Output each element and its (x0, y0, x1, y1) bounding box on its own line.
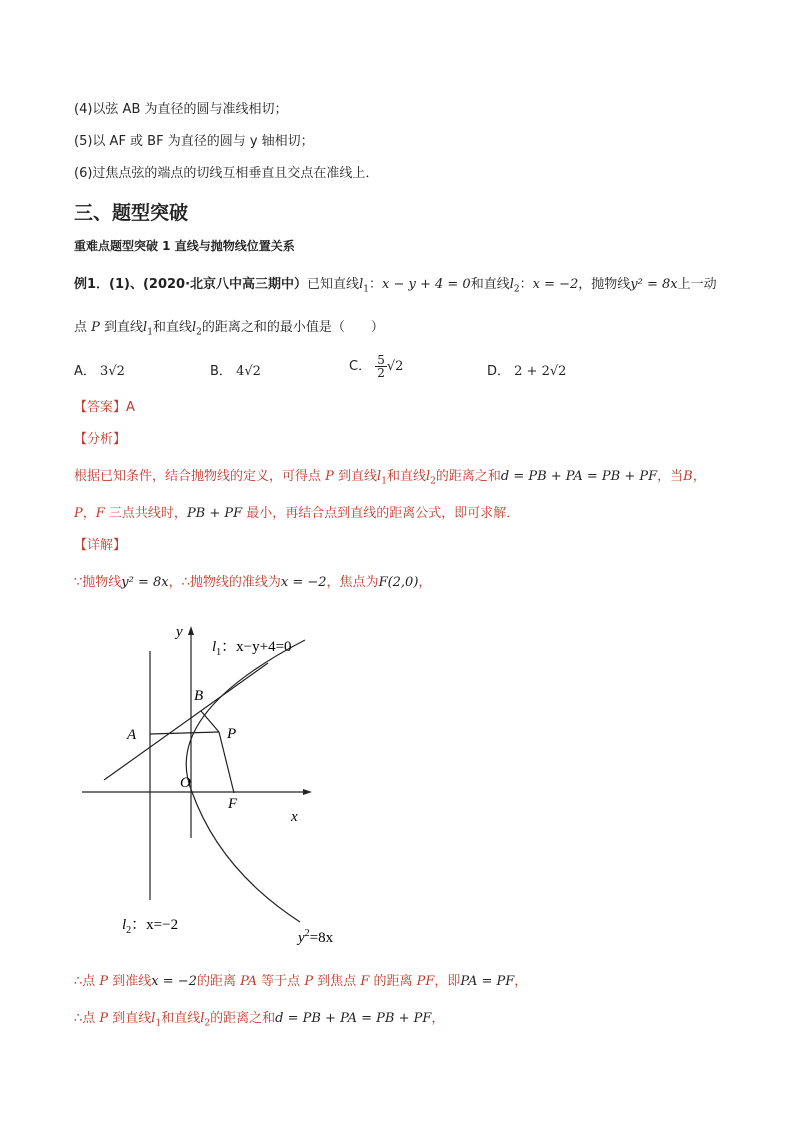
conclusion-text: ， (514, 974, 528, 989)
colon: ： (519, 277, 533, 292)
analysis-label: 【分析】 (74, 432, 127, 447)
example-line-1 (74, 275, 717, 300)
segment-bp (201, 711, 219, 732)
conclusion-text: ∴点 (74, 974, 100, 989)
analysis-line-2 (74, 504, 519, 524)
conclusion-line-1 (74, 972, 527, 992)
l2-equation: x = −2 (532, 277, 579, 292)
option-a-label: A． (74, 364, 96, 379)
detail-text: ， (418, 575, 432, 590)
example-text: 上一动 (677, 277, 717, 292)
pa-equals-pf: PA = PF (460, 974, 515, 989)
point-p: P (91, 320, 100, 335)
origin-label: O (180, 775, 191, 791)
option-b-value: 4√2 (236, 364, 261, 379)
distance-equation: d = PB + PA = PB + PF (275, 1011, 432, 1026)
fraction-numerator: 5 (377, 353, 385, 367)
l2-symbol: l (200, 1011, 205, 1026)
l2-sub: 2 (513, 284, 520, 295)
option-a-value: 3√2 (100, 364, 125, 379)
l1-symbol: l (359, 277, 364, 292)
directrix-equation: x = −2 (280, 575, 327, 590)
example-text: ，抛物线 (578, 277, 631, 292)
property-5: (5)以 AF 或 BF 为直径的圆与 y 轴相切； (74, 134, 314, 149)
conclusion-text: 到焦点 (313, 974, 361, 989)
point-f: F (360, 974, 370, 989)
detail-label: 【详解】 (74, 538, 127, 553)
analysis-text: 和直线 (386, 469, 426, 484)
parabola-label: $y^2=8x$ (298, 928, 334, 946)
fraction-denominator: 2 (377, 366, 385, 380)
option-d-label: D． (487, 364, 511, 379)
colon: ： (368, 277, 382, 292)
analysis-line-1 (74, 467, 706, 492)
x-axis-label: x (291, 809, 298, 825)
analysis-text: 到直线 (333, 469, 378, 484)
point-b-label: B (194, 688, 204, 704)
l2-label: $l_2$：x=−2 (122, 917, 179, 936)
l1-sub: 1 (381, 476, 387, 487)
l2-symbol: l (191, 320, 197, 335)
l1-sub: 1 (363, 284, 369, 295)
option-c-label: C． (349, 359, 372, 374)
option-b-label: B． (210, 364, 232, 379)
option-c-fraction (375, 354, 387, 379)
parabola-curve (186, 640, 305, 922)
parabola-equation: y² = 8x (121, 575, 169, 590)
point-p: P (99, 974, 109, 989)
example-text: 点 (74, 320, 92, 335)
option-c-radical: √2 (386, 359, 404, 374)
point-p-label: P (227, 726, 237, 742)
analysis-text: 最小，再结合点到直线的距离公式，即可求解． (242, 506, 520, 521)
segment-ap (150, 732, 219, 734)
answer-line (74, 398, 135, 418)
example-text: 和直线 (470, 277, 510, 292)
analysis-text: ， (82, 506, 96, 521)
example-prefix: 例1．(1)、(2020·北京八中高三期中） (74, 277, 308, 292)
focus-point: F(2,0) (378, 575, 419, 590)
option-d[interactable] (487, 360, 566, 379)
example-text: 已知直线 (307, 277, 360, 292)
option-b[interactable] (210, 360, 261, 379)
analysis-text: ，当 (657, 469, 684, 484)
conclusion-text: ，即 (434, 974, 461, 989)
conclusion-text: ， (431, 1011, 445, 1026)
answer-value: A (126, 400, 135, 415)
point-p: P (325, 469, 334, 484)
sum-expression: PB + PF (186, 506, 243, 521)
parabola-equation: y² = 8x (630, 277, 678, 292)
conclusion-text: 的距离 (196, 974, 241, 989)
detail-text: ，∴抛物线的准线为 (168, 575, 281, 590)
property-6: (6)过焦点弦的端点的切线互相垂直且交点在准线上． (74, 166, 379, 181)
l1-label: $l_1$：x−y+4=0 (212, 639, 292, 658)
example-text: 到直线 (99, 320, 144, 335)
detail-line (74, 573, 431, 593)
y-axis-label: y (176, 624, 183, 640)
l1-symbol: l (143, 320, 148, 335)
l1-equation: x − y + 4 = 0 (381, 277, 471, 292)
l1-symbol: l (377, 469, 382, 484)
analysis-text: 三点共线时， (104, 506, 187, 521)
l2-symbol: l (425, 469, 431, 484)
conclusion-text: ∴点 (74, 1011, 100, 1026)
l1-sub: 1 (147, 327, 153, 338)
conclusion-text: 和直线 (161, 1011, 201, 1026)
l2-symbol: l (509, 277, 514, 292)
option-c[interactable] (349, 354, 403, 379)
conclusion-text: 到准线 (108, 974, 152, 989)
point-b: B (683, 469, 693, 484)
l1-sub: 1 (155, 1018, 162, 1029)
detail-text: ∵抛物线 (74, 575, 122, 590)
option-a[interactable] (74, 360, 125, 379)
point-p: P (99, 1011, 109, 1026)
point-p: P (74, 506, 83, 521)
analysis-text: ， (692, 469, 706, 484)
property-4: (4)以弦 AB 为直径的圆与准线相切； (74, 102, 288, 117)
section-title: 三、题型突破 (74, 202, 189, 224)
conclusion-text: 的距离 (369, 974, 417, 989)
detail-text: ，焦点为 (326, 575, 379, 590)
example-text: 和直线 (152, 320, 192, 335)
analysis-text: 的距离之和 (435, 469, 501, 484)
option-d-value: 2 + 2√2 (514, 364, 567, 379)
conclusion-text: 的距离之和 (210, 1011, 276, 1026)
point-p: P (304, 974, 314, 989)
answer-label: 【答案】 (74, 400, 127, 415)
x-axis-arrow (303, 789, 312, 795)
l2-sub: 2 (204, 1018, 211, 1029)
example-line-2 (74, 318, 384, 343)
l1-symbol: l (151, 1011, 156, 1026)
example-text: 的距离之和的最小值是（ ） (201, 320, 384, 335)
conclusion-text: 等于点 (257, 974, 305, 989)
distance-equation: d = PB + PA = PB + PF (500, 469, 658, 484)
analysis-text: 根据已知条件，结合抛物线的定义，可得点 (74, 469, 326, 484)
point-a-label: A (127, 727, 137, 743)
segment-pa: PA (240, 974, 258, 989)
y-axis-arrow (188, 626, 194, 635)
conclusion-line-2 (74, 1009, 444, 1034)
parabola-figure (0, 610, 794, 950)
segment-pf: PF (416, 974, 435, 989)
point-f-label: F (228, 796, 238, 812)
l2-sub: 2 (196, 327, 202, 338)
conclusion-text: 到直线 (108, 1011, 152, 1026)
l2-sub: 2 (430, 476, 436, 487)
directrix-equation: x = −2 (151, 974, 197, 989)
subsection-title: 重难点题型突破 1 直线与抛物线位置关系 (74, 239, 295, 253)
point-f: F (95, 506, 105, 521)
